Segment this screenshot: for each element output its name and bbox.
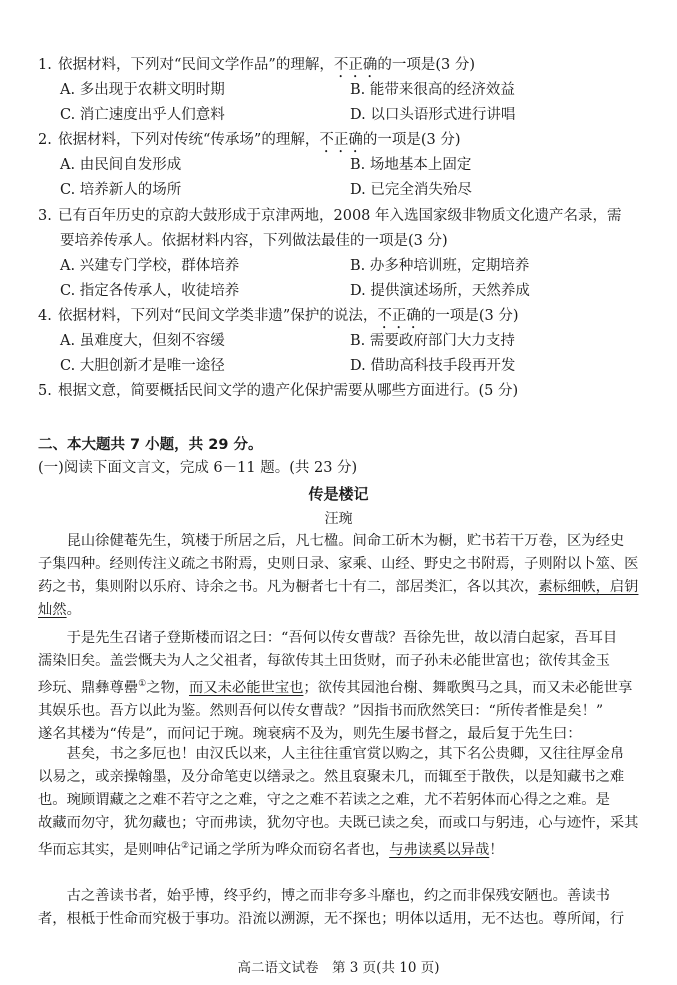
question-4 xyxy=(38,306,518,332)
question-number: 3. xyxy=(38,208,52,224)
option-a: A. 由民间自发形成 xyxy=(60,157,182,173)
option-a: A. 兴建专门学校，群体培养 xyxy=(60,258,240,274)
paragraph-1 xyxy=(38,530,643,622)
text-line: 甚矣，书之多厄也！由汉氏以来，人主往往重官赏以购之，其下名公贵卿，又往往厚金帛 xyxy=(38,746,625,762)
text-line: 濡染旧矣。盖尝慨夫为人之父祖者，每欲传其土田货财，而子孙未必能世富也；欲传其金玉 xyxy=(38,653,610,669)
text-line: 华而忘其实，是则呻佔②记诵之学所为哗众而窃名者也，与弗读奚以异哉！ xyxy=(38,841,504,858)
article-title: 传是楼记 xyxy=(308,485,369,503)
question-stem: 根据文意，简要概括民间文学的遗产化保护需要从哪些方面进行。(5 分) xyxy=(58,383,519,399)
text-line: 也。琬顾谓藏之之难不若守之之难，守之之难不若读之之难，尤不若躬体而心得之之难。是 xyxy=(38,792,610,808)
emphasis-text: 不正确 xyxy=(377,308,421,324)
question-1 xyxy=(38,55,475,81)
emphasis-text: 不正确 xyxy=(333,57,378,73)
question-number: 5. xyxy=(38,383,52,399)
question-stem-end: 的一项是(3 分) xyxy=(377,57,475,73)
underlined-phrase: 素标细帙，启钥 xyxy=(538,579,639,595)
option-b: B. 能带来很高的经济效益 xyxy=(350,82,515,98)
option-a: A. 虽难度大，但刻不容缓 xyxy=(60,333,225,349)
question-stem: 已有百年历史的京韵大鼓形成于京津两地，2008 年入选国家级非物质文化遗产名录，需 xyxy=(58,208,622,224)
text-line: 子集四种。经则传注义疏之书附焉，史则日录、家乘、山经、野史之书附焉，子则附以卜筮、医 xyxy=(38,556,639,572)
article-author: 汪琬 xyxy=(324,511,353,527)
option-c: C. 培养新人的场所 xyxy=(60,182,182,198)
text-line: 于是先生召诸子登斯楼而诏之曰：“吾何以传女曹哉？吾徐先世，故以清白起家，吾耳目 xyxy=(38,630,618,646)
option-b: B. 办多种培训班，定期培养 xyxy=(350,258,530,274)
question-number: 4. xyxy=(38,308,52,324)
underlined-phrase: 与弗读奚以异哉 xyxy=(389,841,490,858)
text-line: 遂名其楼为“传是”，而问记于琬。琬衰病不及为，则先生屡书督之，最后复于先生曰： xyxy=(38,725,582,742)
text-line: 故藏而勿守，犹勿藏也；守而弗读，犹勿守也。夫既已读之矣，而或口与躬违，心与迹忤，采其 xyxy=(38,815,639,831)
paragraph-4 xyxy=(38,885,643,931)
text-line: 珍玩、鼎彝尊罍①之物，而又未必能世宝也；欲传其园池台榭、舞歌舆马之具，而又未必能世享 xyxy=(38,679,633,696)
emphasis-text: 不正确 xyxy=(319,132,363,148)
footnote-marker: ② xyxy=(180,841,190,851)
question-number: 1. xyxy=(38,57,52,73)
question-stem: 依据材料，下列对“民间文学作品”的理解， xyxy=(58,57,334,73)
question-3 xyxy=(38,206,622,226)
text-line: 灿然。 xyxy=(38,602,81,618)
text-line: 者，根柢于性命而究极于事功。沿流以溯源，无不探也；明体以适用，无不达也。尊所闻，行 xyxy=(38,911,625,927)
paragraph-3 xyxy=(38,743,643,862)
option-b: B. 场地基本上固定 xyxy=(350,157,472,173)
question-stem-end: 的一项是(3 分) xyxy=(362,132,461,148)
section-title: 二、本大题共 7 小题，共 29 分。 xyxy=(38,437,263,453)
option-d: D. 以口头语形式进行讲唱 xyxy=(350,107,516,123)
question-stem: 依据材料，下列对传统“传承场”的理解， xyxy=(58,132,320,148)
question-5 xyxy=(38,381,518,401)
question-stem-continued: 要培养传承人。依据材料内容，下列做法最佳的一项是(3 分) xyxy=(60,233,448,249)
option-c: C. 指定各传承人，收徒培养 xyxy=(60,283,240,299)
question-stem-end: 的一项是(3 分) xyxy=(420,308,519,324)
option-d: D. 已完全消失殆尽 xyxy=(350,182,472,198)
question-2 xyxy=(38,130,460,156)
option-d: D. 借助高科技手段再开发 xyxy=(350,358,516,374)
text-line: 以易之，或亲操翰墨，及分命笔吏以缮录之。然且裒聚未几，而辄至于散佚，以是知藏书之难 xyxy=(38,769,625,785)
text-line: 药之书，集则附以乐府、诗余之书。凡为橱者七十有二，部居类汇，各以其次，素标细帙，启钥 xyxy=(38,579,639,595)
option-a: A. 多出现于农耕文明时期 xyxy=(60,82,225,98)
text-line: 昆山徐健菴先生，筑楼于所居之后，凡七楹。间命工斫木为橱，贮书若干万卷，区为经史 xyxy=(38,533,625,549)
page-footer: 高二语文试卷 第 3 页(共 10 页) xyxy=(237,960,440,976)
footnote-marker: ① xyxy=(138,679,147,689)
question-stem: 依据材料，下列对“民间文学类非遗”保护的说法， xyxy=(58,308,378,324)
option-c: C. 大胆创新才是唯一途径 xyxy=(60,358,225,374)
option-d: D. 提供演述场所，天然养成 xyxy=(350,283,530,299)
underlined-phrase: 而又未必能世宝也 xyxy=(189,679,304,696)
section-subtitle: (一)阅读下面文言文，完成 6－11 题。(共 23 分) xyxy=(38,460,358,476)
underlined-phrase: 灿然 xyxy=(38,602,67,618)
option-c: C. 消亡速度出乎人们意料 xyxy=(60,107,225,123)
text-line: 古之善读书者，始乎博，终乎约，博之而非夸多斗靡也，约之而非保残安陋也。善读书 xyxy=(38,888,610,904)
paragraph-2 xyxy=(38,627,643,746)
question-number: 2. xyxy=(38,132,52,148)
text-line: 其娱乐也。吾方以此为鉴。然则吾何以传女曹哉？”因指书而欣然笑曰：“所传者惟是矣！” xyxy=(38,702,604,719)
option-b: B. 需要政府部门大力支持 xyxy=(350,333,515,349)
